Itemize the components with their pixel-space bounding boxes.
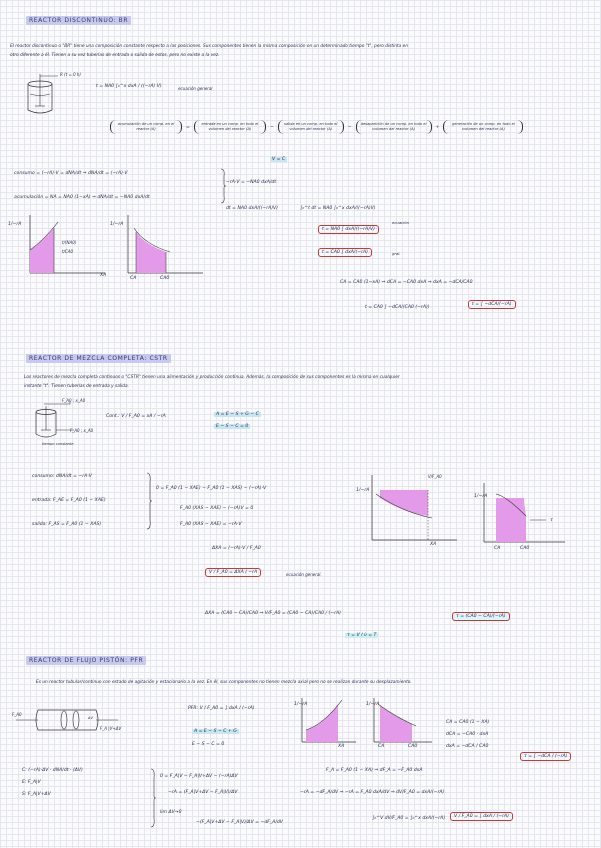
- batch-graph-concentration: [118, 210, 208, 285]
- batch-graph2-x2-label: CA0: [160, 276, 170, 281]
- pfr-mass-balance-1: 0 = F_A|V − F_A|V+ΔV − (−rA)ΔV: [160, 774, 238, 779]
- pfr-box-tau: τ = ∫ −dCA / (−rA): [520, 752, 571, 761]
- batch-reactor-label: R (t = 0 h): [60, 72, 81, 77]
- pfr-limit: lim ΔV→0: [160, 810, 182, 815]
- cstr-graph-concentration: [470, 480, 570, 550]
- cstr-graph-conversion: [352, 470, 462, 550]
- cstr-reactor-diagram: [30, 398, 100, 448]
- cstr-intro-line1: Los reactores de mezcla completa continuos o "CSTR" tienen una alimentación y producción continua. Además, la composición de sus componentes es la misma en cualquier: [24, 375, 400, 380]
- pfr-dca-equation: dCA = −CA0 · dxA: [446, 732, 489, 737]
- batch-acumulacion: acumulación = NA = NA0 (1−xA) ⇒ dNA/dt = −NA0 dxA/dt: [14, 195, 150, 200]
- pfr-balance: A = E − S − C + G: [194, 729, 237, 734]
- cstr-intro-line2: instante "t". Tienen tuberías de entrada y salida.: [24, 384, 129, 389]
- pfr-integral-equation: ∫₀^V dV/F_A0 = ∫₀^x dxA/(−rA): [372, 816, 446, 821]
- cstr-graph2-y-label: 1/−rA: [474, 494, 488, 499]
- batch-graph1-area1: t/(NA0): [62, 240, 77, 245]
- batch-intro-line2: otro diferente a él. Tienen a su vez tuberías de entrada o salida de estos, pero no existe a la vez.: [10, 53, 220, 58]
- batch-balance-row: acumulación de un comp. en el reactor (A) = entrada en un comp. en todo el volumen del reactor (A) − salida en un comp. en todo el volumen del reactor (A) − desaparición de un comp. en todo el volumen del reactor (A) + generación de un comp. en todo el volumen del reactor (A): [110, 120, 523, 134]
- pfr-graph1-y-label: 1/−rA: [294, 702, 308, 707]
- batch-box-1-note: ecuación: [392, 220, 410, 225]
- pfr-box-general: V / F_A0 = ∫ dxA / (−rA): [450, 812, 513, 821]
- batch-intro-line1: El reactor discontinuo o "BR" tiene una composición constante respecto a las posiciones. Sus componentes tienen la misma composición en un determinado tiempo "t", pero distinta en: [10, 44, 409, 49]
- batch-time-final: t = CA0 ∫ −dCA/(CA0 (−rA)): [365, 305, 430, 310]
- cstr-const-equation: Cont.: V / F_A0 = xA / −rA: [106, 414, 166, 419]
- cstr-diagram-out: F_A0 ; x_A0: [70, 428, 94, 433]
- pfr-intro: Es un reactor tubular/continuo con estado de agitación y estacionario a la vez. En él, sus componentes no tienen mezcla axial pero no se realizan durante su desplazamiento.: [36, 680, 412, 685]
- pfr-ca-equation: CA = CA0 (1 − XA): [446, 720, 490, 725]
- pfr-mass-balance-3: −(F_A|V+ΔV − F_A|V)/ΔV = −dF_A/dV: [196, 820, 283, 825]
- cstr-tau-definition: τ = V / υ̇ = T: [347, 633, 377, 638]
- pfr-c-definition: C: (−rA)·ΔV · dNA/dt · (ΔV): [22, 768, 83, 773]
- batch-time-equation-note: ecuación general: [178, 86, 213, 91]
- pfr-diagram-dv: ΔV: [88, 716, 93, 720]
- cstr-graph1-y-label: 1/−rA: [356, 488, 370, 493]
- cstr-intro: [24, 373, 592, 391]
- pfr-diagram-in: F_A0: [12, 712, 22, 717]
- cstr-diagram-note: tiempo constante: [42, 442, 74, 446]
- pfr-mass-balance-2: −rA = (F_A|V+ΔV − F_A|V)/ΔV: [168, 790, 238, 795]
- batch-graph1-x-label: XA: [100, 273, 107, 278]
- balance-term-4: desaparición de un comp. en todo el volumen del reactor (A): [356, 120, 432, 134]
- batch-box-2: t = CA0 ∫ dxA/(−rA): [318, 248, 372, 257]
- cstr-delta-x-2: ΔXA = (CA0 − CA)/CA0 ⇒ V/F_A0 = (CA0 − CA)/CA0 / (−rA): [205, 611, 341, 616]
- cstr-box-tau: τ = (CA0 − CA)/(−rA): [452, 612, 510, 621]
- batch-graph2-x1-label: CA: [130, 276, 137, 281]
- batch-box-1: t = NA0 ∫ dxA/((−rA)V): [318, 225, 379, 234]
- pfr-reactor-diagram: [14, 700, 124, 746]
- brace: [146, 472, 152, 530]
- batch-intro: [10, 42, 595, 60]
- cstr-balance-2: E − S − C = 0: [216, 424, 249, 429]
- cstr-graph1-x-label: XA: [430, 542, 437, 547]
- batch-consumo: consumo = (−rA)·V = dNA/dt ⇒ dNA/dt = (−rA)·V: [14, 171, 128, 176]
- cstr-salida: salida: F_AS = F_A0 (1 − XAS): [32, 522, 102, 527]
- batch-box-2-note: gral.: [392, 251, 401, 256]
- balance-term-3: salida en un comp. en todo el volumen del reactor (A): [278, 120, 344, 134]
- pfr-graph2-y-label: 1/−rA: [366, 702, 380, 707]
- balance-term-2: entrada en un comp. en todo el volumen del reactor (A): [194, 120, 266, 134]
- cstr-graph2-x2-label: CA0: [520, 546, 530, 551]
- cstr-heading: REACTOR DE MEZCLA COMPLETA: CSTR: [26, 354, 171, 363]
- batch-graph2-y-label: 1/−rA: [110, 222, 124, 227]
- pfr-graph2-x1-label: CA: [378, 744, 385, 749]
- cstr-mass-balance-3: F_A0 (XAS − XAE) = −rA·V: [180, 522, 242, 527]
- batch-rate-equation: −rA·V = −NA0 dxA/dt: [226, 180, 277, 185]
- pfr-general-equation: PFR: V / F_A0 = ∫ dxA / (−rA): [188, 706, 255, 711]
- pfr-heading: REACTOR DE FLUJO PISTÓN: PFR: [26, 656, 146, 665]
- cstr-mass-balance-2: F_A0 (XAS − XAE) − (−rA)V = 0: [180, 506, 254, 511]
- cstr-graph1-area-label: V/F_A0: [428, 474, 442, 479]
- brace: [150, 768, 156, 828]
- pfr-graph2-x2-label: CA0: [408, 744, 418, 749]
- cstr-graph2-tau-label: τ: [550, 518, 553, 523]
- pfr-dxa-equation: dxA = −dCA / CA0: [446, 744, 489, 749]
- pfr-fa-equation: F_A = F_A0 (1 − XA) ⇒ dF_A = −F_A0 dxA: [326, 768, 423, 773]
- batch-graph1-y-label: 1/−rA: [8, 222, 22, 227]
- pfr-e-definition: E: F_A|V: [22, 780, 41, 785]
- pfr-diagram-out: F_A |V+ΔV: [100, 726, 122, 731]
- batch-dt-equation: dt = NA0 dxA/((−rA)V): [226, 206, 278, 211]
- pfr-s-definition: S: F_A|V+ΔV: [22, 792, 51, 797]
- batch-time-integral: ∫₀^t dt = NA0 ∫₀^x dxA/((−rA)V): [300, 206, 376, 211]
- batch-ca-equation: CA = CA0 (1−xA) ⇒ dCA = −CA0 dxA ⇒ dxA = −dCA/CA0: [340, 280, 473, 285]
- pfr-rate-equation: −rA = −dF_A/dV ⇒ −rA = F_A0 dxA/dV ⇒ dV/F_A0 = dxA/(−rA): [300, 790, 445, 795]
- balance-term-5: generación de un comp. en todo el volumen del reactor (A): [443, 120, 523, 134]
- cstr-balance: A = E − S + G − C: [216, 412, 259, 417]
- pfr-balance-2: E − S − C = 0: [192, 742, 225, 747]
- cstr-entrada: entrada: F_AE = F_A0 (1 − XAE): [32, 498, 106, 503]
- cstr-box-general: V / F_A0 = ΔXA / −rA: [205, 568, 261, 577]
- cstr-mass-balance-1: 0 = F_A0 (1 − XAE) − F_A0 (1 − XAS) − (−rA)·V: [156, 486, 267, 491]
- batch-graph-conversion: [20, 210, 110, 285]
- brace: [220, 168, 226, 204]
- cstr-box-note: ecuación general.: [286, 572, 322, 577]
- pfr-graph1-x-label: XA: [338, 744, 345, 749]
- batch-constant-volume: V = C: [272, 157, 286, 162]
- balance-term-1: acumulación de un comp. en el reactor (A): [110, 120, 182, 134]
- batch-reactor-diagram: [22, 72, 82, 122]
- cstr-consumo: consumo: dNA/dt = −rA·V: [32, 474, 92, 479]
- cstr-diagram-in: F_A0 ; x_A0: [62, 398, 86, 403]
- batch-time-equation: t = NA0 ∫₀^x dxA / ((−rA) V): [96, 84, 162, 89]
- cstr-delta-x: ΔXA = (−rA)·V / F_A0: [212, 546, 261, 551]
- cstr-graph2-x1-label: CA: [494, 546, 501, 551]
- batch-graph1-area2: t/CA0: [62, 249, 73, 254]
- batch-box-3: t = ∫ −dCA/(−rA): [468, 300, 516, 309]
- batch-heading: REACTOR DISCONTINUO: BR: [26, 16, 131, 25]
